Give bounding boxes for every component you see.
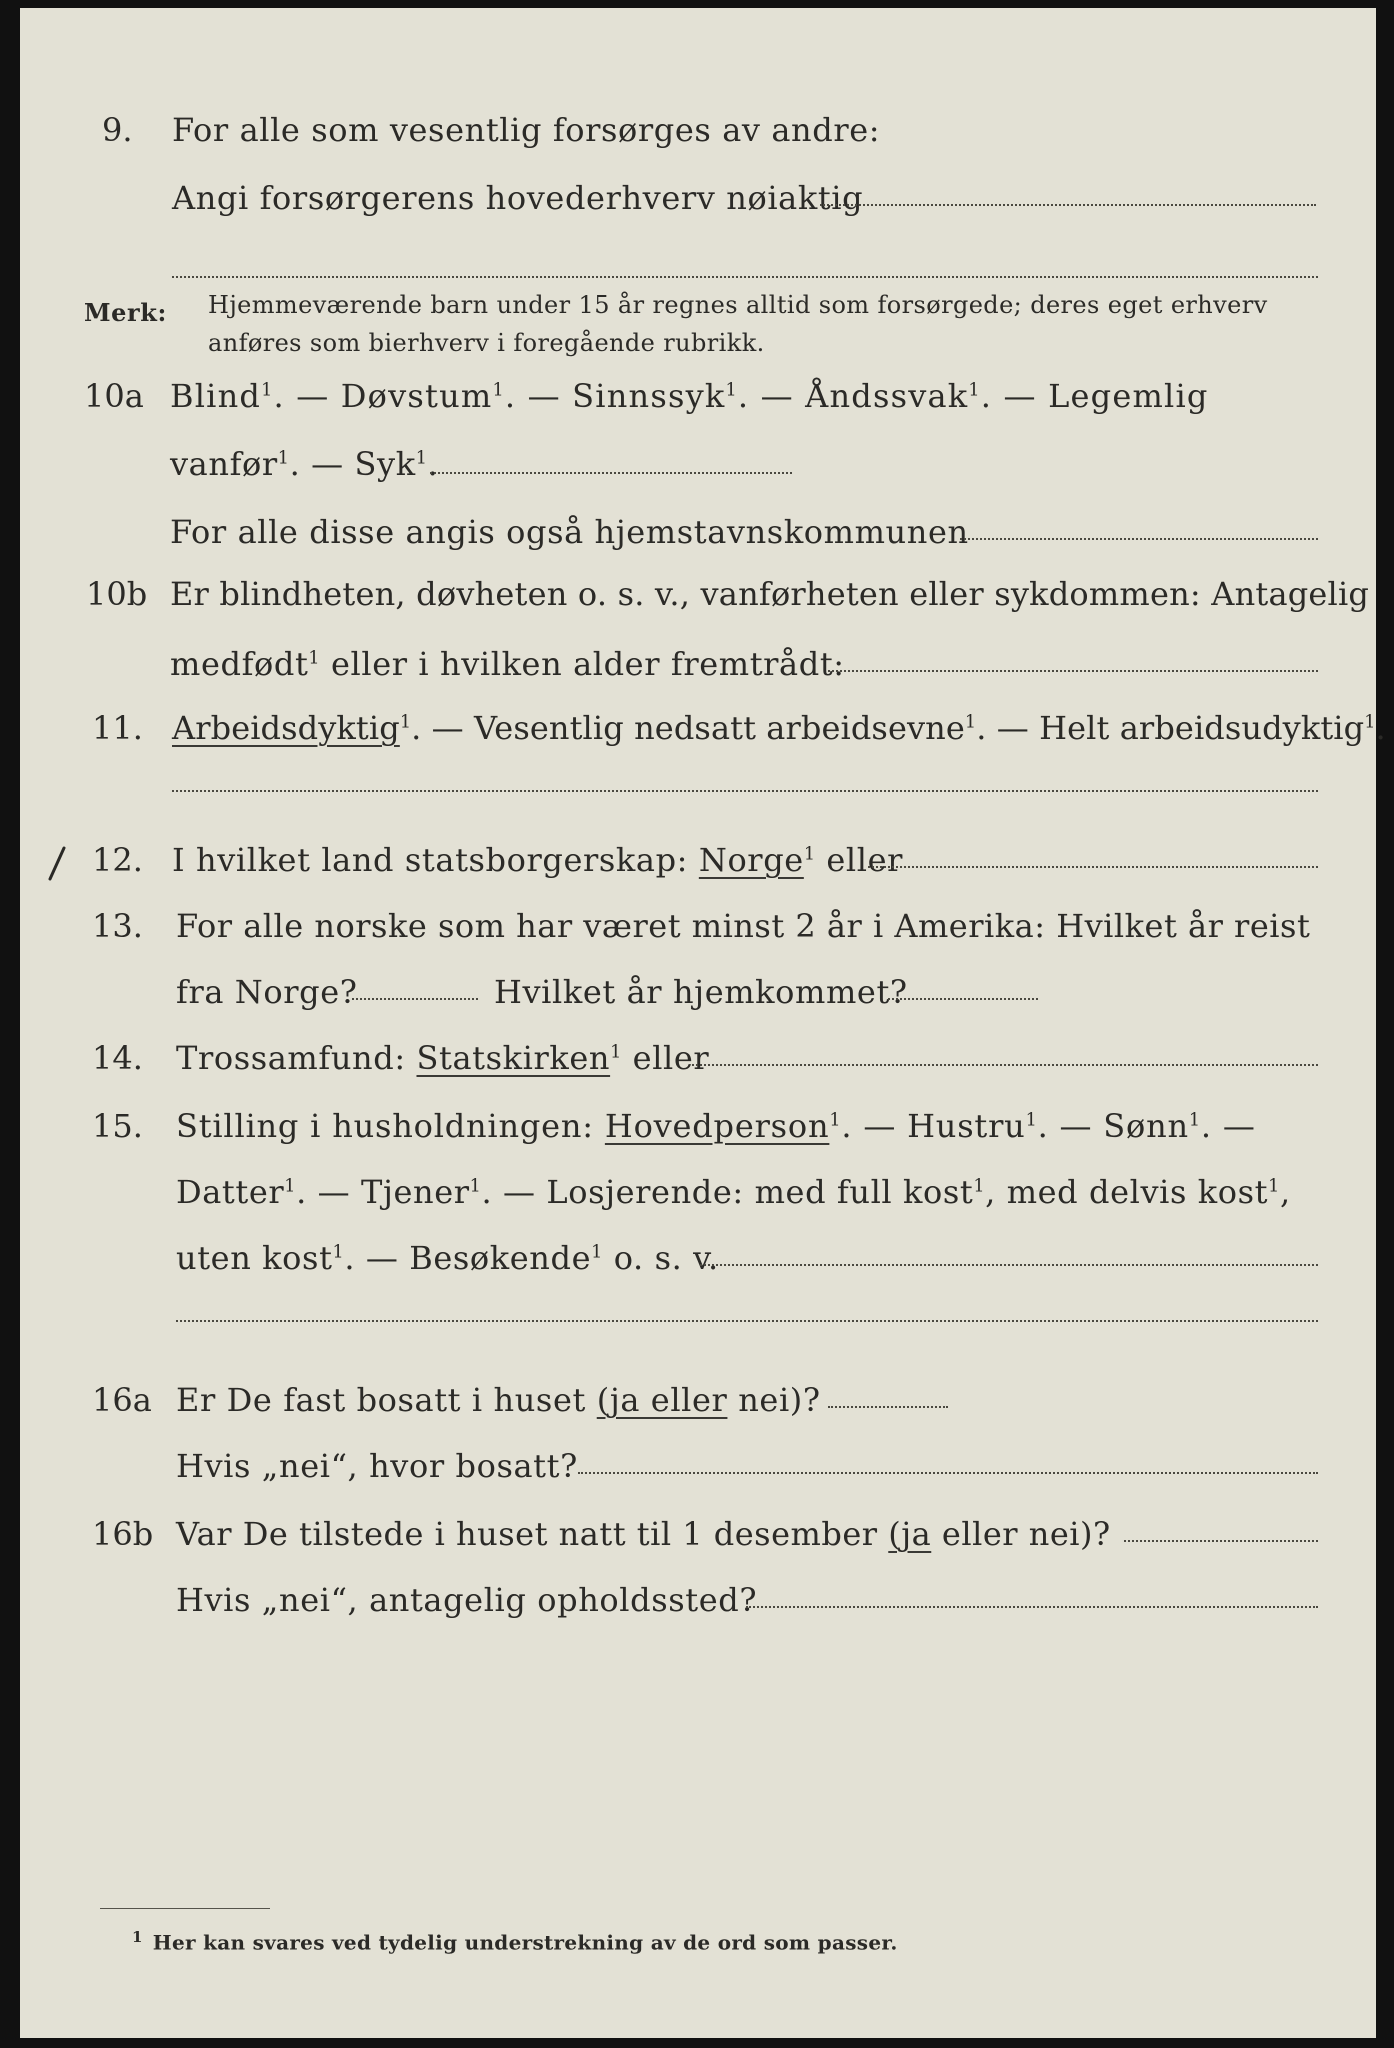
item-13-hjemkommet-answer-line[interactable] (888, 998, 1038, 1000)
item-16a-bosatt-answer-line[interactable] (578, 1472, 1318, 1474)
item-15-extra-answer-line[interactable] (176, 1320, 1318, 1322)
item-15-line-1: Stilling i husholdningen: Hovedperson$^1$. — Hustru$^1$. — Sønn$^1$. — (176, 1107, 1256, 1145)
census-form-page (20, 8, 1386, 2038)
item-number-16a: 16a (92, 1381, 152, 1419)
item-number-12: 12. (92, 841, 143, 879)
item-10b-line-2: medfødt$^1$ eller i hvilken alder fremtrådt: (170, 645, 845, 683)
item-13-line-2a: fra Norge? (176, 973, 358, 1011)
item-16b-line-1: Var De tilstede i huset natt til 1 desember (ja eller nei)? (176, 1515, 1111, 1553)
item-16b-opholdssted-answer-line[interactable] (746, 1606, 1318, 1608)
merk-label: Merk: (84, 298, 167, 327)
item-16a-line-1: Er De fast bosatt i huset (ja eller nei)? (176, 1381, 821, 1419)
item-9-extra-answer-line[interactable] (172, 276, 1318, 278)
merk-note-line-2: anføres som bierhverv i foregående rubrikk. (208, 329, 765, 357)
item-number-13: 13. (92, 907, 143, 945)
item-number-16b: 16b (92, 1515, 154, 1553)
item-13-reist-answer-line[interactable] (352, 998, 478, 1000)
item-14-answer-line[interactable] (692, 1064, 1318, 1066)
item-12-line: I hvilket land statsborgerskap: Norge$^1$ eller (172, 841, 904, 879)
item-number-14: 14. (92, 1039, 143, 1077)
item-10b-answer-line[interactable] (828, 670, 1318, 672)
item-15-line-3: uten kost$^1$. — Besøkende$^1$ o. s. v. (176, 1239, 719, 1277)
item-10b-line-1: Er blindheten, døvheten o. s. v., vanførheten eller sykdommen: Antagelig (170, 575, 1370, 613)
merk-note-line-1: Hjemmeværende barn under 15 år regnes alltid som forsørgede; deres eget erhverv (208, 291, 1268, 319)
item-12-answer-line[interactable] (868, 866, 1318, 868)
item-9-answer-line[interactable] (820, 204, 1316, 206)
item-10a-line-3: For alle disse angis også hjemstavnskommunen (170, 513, 969, 551)
footnote: $^1$ Her kan svares ved tydelig understrekning av de ord som passer. (132, 1928, 898, 1955)
item-number-15: 15. (92, 1107, 143, 1145)
item-15-line-2: Datter$^1$. — Tjener$^1$. — Losjerende: med full kost$^1$, med delvis kost$^1$, (176, 1173, 1291, 1211)
item-10a-hjemstavn-answer-line[interactable] (960, 538, 1318, 540)
item-number-11: 11. (92, 709, 143, 747)
item-10a-line-2: vanfør$^1$. — Syk$^1$. (170, 445, 439, 483)
item-9-instruction: Angi forsørgerens hovederhverv nøiaktig (172, 179, 864, 217)
item-13-line-1: For alle norske som har været minst 2 år i Amerika: Hvilket år reist (176, 907, 1311, 945)
item-9-question: For alle som vesentlig forsørges av andre: (172, 111, 881, 149)
item-16a-line-2: Hvis „nei“, hvor bosatt? (176, 1447, 578, 1485)
item-14-line: Trossamfund: Statskirken$^1$ eller (176, 1039, 710, 1077)
item-13-line-2b: Hvilket år hjemkommet? (494, 973, 908, 1011)
item-11-extra-answer-line[interactable] (172, 790, 1318, 792)
margin-pen-mark (44, 846, 70, 882)
item-16b-line-2: Hvis „nei“, antagelig opholdssted? (176, 1581, 758, 1619)
item-number-10a: 10a (84, 377, 144, 415)
item-number-10b: 10b (86, 575, 148, 613)
item-16b-answer-line[interactable] (1124, 1540, 1318, 1542)
item-11-line: Arbeidsdyktig$^1$. — Vesentlig nedsatt arbeidsevne$^1$. — Helt arbeidsudyktig$^1$. (172, 709, 1386, 747)
footnote-rule (100, 1908, 270, 1909)
item-number-9: 9. (102, 111, 133, 149)
item-15-answer-line[interactable] (700, 1264, 1318, 1266)
item-16a-answer-line[interactable] (828, 1406, 948, 1408)
item-10a-syk-answer-line[interactable] (430, 472, 792, 474)
item-10a-line-1: Blind$^1$. — Døvstum$^1$. — Sinnssyk$^1$. — Åndssvak$^1$. — Legemlig (170, 377, 1209, 415)
